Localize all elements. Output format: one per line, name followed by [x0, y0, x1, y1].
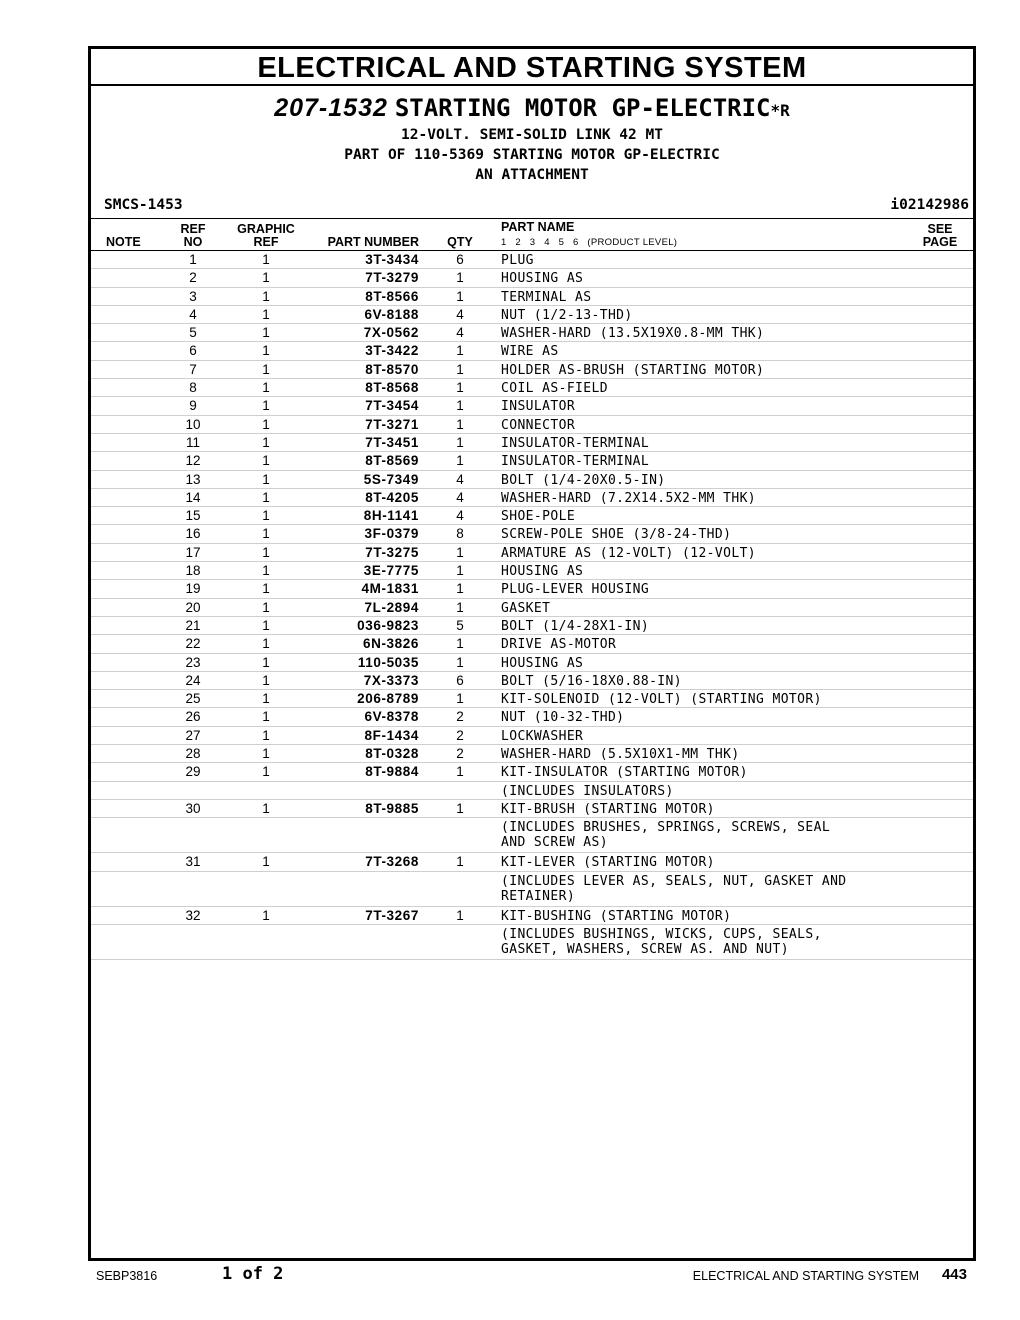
part-number: 7L-2894 [364, 599, 419, 615]
graphic-ref: 1 [262, 252, 270, 267]
assembly-number: 207-1532 [274, 94, 388, 122]
quantity: 1 [456, 434, 464, 450]
graphic-ref: 1 [262, 288, 270, 304]
ref-no: 21 [185, 617, 201, 633]
quantity: 6 [456, 672, 464, 688]
table-row [91, 379, 973, 397]
part-name: BOLT (5/16-18X0.88-IN) [501, 673, 682, 689]
graphic-ref: 1 [262, 709, 270, 725]
table-row [91, 416, 973, 434]
table-row [91, 251, 973, 269]
ref-no: 18 [185, 563, 201, 579]
part-name: INSULATOR [501, 399, 576, 415]
part-number: 8T-8569 [365, 453, 419, 469]
part-number: 6V-8188 [364, 306, 419, 322]
part-number: 7T-3451 [365, 434, 419, 450]
ref-no: 13 [185, 471, 201, 487]
table-row [91, 853, 973, 871]
part-number: 8F-1434 [364, 727, 419, 743]
ref-no: 12 [185, 453, 201, 469]
header-see-bottom: PAGE [922, 235, 958, 249]
table-row [91, 635, 973, 653]
part-number: 3T-3434 [365, 252, 419, 267]
ref-no: 23 [185, 654, 201, 670]
ref-no: 31 [185, 854, 201, 870]
ref-no: 11 [185, 434, 200, 450]
ref-no: 24 [185, 672, 201, 688]
subtitle-line-3: AN ATTACHMENT [475, 167, 589, 183]
quantity: 1 [456, 270, 464, 286]
part-number: 8T-8570 [365, 361, 419, 377]
table-row [91, 800, 973, 818]
part-number: 3T-3422 [365, 343, 419, 359]
part-name: BOLT (1/4-28X1-IN) [501, 618, 650, 634]
ref-no: 30 [185, 800, 201, 816]
part-name: WASHER-HARD (13.5X19X0.8-MM THK) [501, 326, 765, 342]
part-name: KIT-BRUSH (STARTING MOTOR) [501, 801, 715, 817]
part-name: WASHER-HARD (7.2X14.5X2-MM THK) [501, 490, 757, 506]
ref-no: 2 [189, 270, 197, 286]
subtitle-line-2: PART OF 110-5369 STARTING MOTOR GP-ELECTRIC [344, 147, 720, 163]
part-name: INSULATOR-TERMINAL [501, 435, 650, 451]
part-name: INSULATOR-TERMINAL [501, 454, 650, 470]
ref-no: 6 [189, 343, 197, 359]
part-name: PLUG [501, 253, 534, 268]
quantity: 1 [456, 416, 464, 432]
quantity: 1 [456, 854, 464, 870]
table-row [91, 288, 973, 306]
part-name: HOUSING AS [501, 564, 584, 580]
part-name: LOCKWASHER [501, 728, 584, 744]
part-name: (INCLUDES BRUSHES, SPRINGS, SCREWS, SEAL AND SCREW AS) [501, 820, 831, 851]
quantity: 2 [456, 709, 464, 725]
table-row [91, 562, 973, 580]
part-number: 8H-1141 [363, 508, 419, 524]
table-row [91, 471, 973, 489]
part-number: 7T-3271 [365, 416, 419, 432]
ref-no: 19 [185, 581, 201, 597]
page-title [91, 94, 973, 125]
table-row [91, 397, 973, 415]
part-number: 036-9823 [357, 617, 419, 633]
part-number: 6V-8378 [364, 709, 419, 725]
table-row [91, 745, 973, 763]
part-name: WASHER-HARD (5.5X10X1-MM THK) [501, 747, 740, 763]
part-name: SHOE-POLE [501, 509, 576, 525]
table-row [91, 580, 973, 598]
table-row [91, 617, 973, 635]
ref-no: 10 [185, 416, 201, 432]
ref-no: 28 [185, 746, 201, 762]
quantity: 1 [456, 544, 464, 560]
part-name: TERMINAL AS [501, 289, 592, 305]
part-number: 4M-1831 [361, 581, 419, 597]
graphic-ref: 1 [262, 270, 270, 286]
part-number: 110-5035 [357, 654, 419, 670]
quantity: 1 [456, 581, 464, 597]
part-name: KIT-LEVER (STARTING MOTOR) [501, 855, 715, 871]
footer-page-number: 443 [941, 1266, 967, 1283]
part-name: DRIVE AS-MOTOR [501, 637, 617, 653]
table-row [91, 690, 973, 708]
graphic-ref: 1 [262, 617, 270, 633]
part-number: 7T-3267 [365, 907, 419, 923]
part-name: HOUSING AS [501, 655, 584, 671]
header-ref-bottom: NO [183, 235, 203, 249]
table-row-note [91, 925, 973, 960]
table-row [91, 907, 973, 925]
header-graphic-top: GRAPHIC [237, 222, 295, 236]
ref-no: 15 [185, 508, 201, 524]
graphic-ref: 1 [262, 800, 270, 816]
ref-no: 29 [185, 764, 201, 780]
quantity: 2 [456, 727, 464, 743]
quantity: 8 [456, 526, 464, 542]
quantity: 6 [456, 252, 464, 267]
footer-page-count: 1 of 2 [222, 1264, 284, 1284]
quantity: 1 [456, 361, 464, 377]
smcs-code: SMCS-1453 [104, 197, 183, 213]
part-number: 7X-3373 [363, 672, 419, 688]
ref-no: 26 [185, 709, 201, 725]
ref-no: 32 [185, 907, 201, 923]
part-name: KIT-BUSHING (STARTING MOTOR) [501, 908, 732, 924]
ref-no: 9 [189, 398, 197, 414]
graphic-ref: 1 [262, 306, 270, 322]
header-qty: QTY [447, 235, 473, 249]
quantity: 1 [456, 636, 464, 652]
assembly-mark: *R [770, 101, 790, 120]
ref-no: 16 [185, 526, 201, 542]
quantity: 1 [456, 599, 464, 615]
part-name: PLUG-LEVER HOUSING [501, 582, 650, 598]
table-row-note [91, 872, 973, 907]
quantity: 1 [456, 764, 464, 780]
ref-no: 14 [185, 489, 201, 505]
part-name: (INCLUDES LEVER AS, SEALS, NUT, GASKET AND RETAINER) [501, 873, 847, 904]
part-name: NUT (1/2-13-THD) [501, 307, 633, 323]
graphic-ref: 1 [262, 907, 270, 923]
quantity: 4 [456, 489, 464, 505]
graphic-ref: 1 [262, 746, 270, 762]
table-row-note [91, 782, 973, 800]
graphic-ref: 1 [262, 508, 270, 524]
graphic-ref: 1 [262, 599, 270, 615]
quantity: 4 [456, 306, 464, 322]
part-name: BOLT (1/4-20X0.5-IN) [501, 472, 666, 488]
table-row [91, 434, 973, 452]
part-name: NUT (10-32-THD) [501, 710, 625, 726]
table-row-note [91, 818, 973, 853]
table-row [91, 342, 973, 360]
table-row [91, 525, 973, 543]
table-row [91, 269, 973, 287]
graphic-ref: 1 [262, 691, 270, 707]
part-number: 8T-9885 [365, 800, 419, 816]
part-name: SCREW-POLE SHOE (3/8-24-THD) [501, 527, 732, 543]
meta-bar [91, 194, 973, 219]
graphic-ref: 1 [262, 416, 270, 432]
table-row [91, 763, 973, 781]
part-name: WIRE AS [501, 344, 559, 360]
part-name: (INCLUDES INSULATORS) [501, 783, 674, 799]
table-row [91, 361, 973, 379]
part-number: 8T-8568 [365, 380, 419, 396]
graphic-ref: 1 [262, 727, 270, 743]
quantity: 4 [456, 508, 464, 524]
ref-no: 8 [189, 380, 197, 396]
table-row [91, 599, 973, 617]
graphic-ref: 1 [262, 489, 270, 505]
header-ref-top: REF [180, 222, 206, 236]
graphic-ref: 1 [262, 471, 270, 487]
graphic-ref: 1 [262, 325, 270, 341]
header-part-number: PART NUMBER [327, 235, 419, 249]
document-id: i02142986 [890, 197, 969, 213]
header-product-levels: 1 2 3 4 5 6 (PRODUCT LEVEL) [501, 237, 678, 248]
part-name: ARMATURE AS (12-VOLT) (12-VOLT) [501, 545, 757, 561]
header-see-top: SEE [927, 222, 953, 236]
graphic-ref: 1 [262, 434, 270, 450]
graphic-ref: 1 [262, 544, 270, 560]
part-number: 3F-0379 [364, 526, 419, 542]
ref-no: 3 [189, 288, 197, 304]
graphic-ref: 1 [262, 654, 270, 670]
section-title: ELECTRICAL AND STARTING SYSTEM [91, 49, 973, 86]
table-row [91, 452, 973, 470]
ref-no: 27 [185, 727, 201, 743]
header-note: NOTE [106, 235, 141, 249]
part-number: 5S-7349 [363, 471, 419, 487]
part-number: 6N-3826 [363, 636, 419, 652]
part-name: (INCLUDES BUSHINGS, WICKS, CUPS, SEALS, GASKET, WASHERS, SCREW AS. AND NUT) [501, 926, 822, 957]
table-row [91, 672, 973, 690]
quantity: 1 [456, 398, 464, 414]
part-number: 8T-9884 [365, 764, 419, 780]
header-graphic-bottom: REF [253, 235, 279, 249]
table-row [91, 507, 973, 525]
part-number: 7T-3454 [365, 398, 419, 414]
table-row [91, 324, 973, 342]
part-number: 8T-0328 [365, 746, 419, 762]
graphic-ref: 1 [262, 453, 270, 469]
footer-section: ELECTRICAL AND STARTING SYSTEM [692, 1269, 919, 1283]
page-footer [0, 1262, 1020, 1288]
ref-no: 7 [189, 361, 197, 377]
ref-no: 1 [189, 252, 197, 267]
ref-no: 20 [185, 599, 201, 615]
table-row [91, 654, 973, 672]
graphic-ref: 1 [262, 380, 270, 396]
footer-doc-number: SEBP3816 [96, 1269, 158, 1283]
part-name: HOUSING AS [501, 271, 584, 287]
quantity: 1 [456, 654, 464, 670]
parts-page-frame [88, 46, 976, 1261]
quantity: 1 [456, 907, 464, 923]
graphic-ref: 1 [262, 581, 270, 597]
quantity: 1 [456, 691, 464, 707]
part-name: CONNECTOR [501, 417, 576, 433]
graphic-ref: 1 [262, 764, 270, 780]
quantity: 4 [456, 325, 464, 341]
ref-no: 22 [185, 636, 201, 652]
graphic-ref: 1 [262, 854, 270, 870]
table-header [91, 219, 973, 251]
part-name: KIT-INSULATOR (STARTING MOTOR) [501, 765, 748, 781]
part-number: 7T-3279 [365, 270, 419, 286]
ref-no: 25 [185, 691, 201, 707]
part-number: 7X-0562 [363, 325, 419, 341]
ref-no: 5 [189, 325, 197, 341]
quantity: 1 [456, 288, 464, 304]
parts-list [91, 251, 973, 960]
table-row [91, 544, 973, 562]
graphic-ref: 1 [262, 361, 270, 377]
quantity: 1 [456, 343, 464, 359]
quantity: 4 [456, 471, 464, 487]
quantity: 1 [456, 800, 464, 816]
table-row [91, 708, 973, 726]
part-number: 206-8789 [357, 691, 419, 707]
graphic-ref: 1 [262, 343, 270, 359]
ref-no: 4 [189, 306, 197, 322]
graphic-ref: 1 [262, 398, 270, 414]
part-name: HOLDER AS-BRUSH (STARTING MOTOR) [501, 362, 765, 378]
table-row [91, 727, 973, 745]
graphic-ref: 1 [262, 636, 270, 652]
subtitle-line-1: 12-VOLT. SEMI-SOLID LINK 42 MT [401, 127, 663, 143]
assembly-name: STARTING MOTOR GP-ELECTRIC [394, 94, 771, 122]
graphic-ref: 1 [262, 672, 270, 688]
table-row [91, 306, 973, 324]
part-number: 7T-3275 [365, 544, 419, 560]
quantity: 1 [456, 453, 464, 469]
part-name: GASKET [501, 600, 551, 616]
part-number: 3E-7775 [363, 563, 419, 579]
part-number: 8T-8566 [365, 288, 419, 304]
quantity: 5 [456, 617, 464, 633]
part-number: 8T-4205 [365, 489, 419, 505]
table-row [91, 489, 973, 507]
quantity: 1 [456, 563, 464, 579]
quantity: 1 [456, 380, 464, 396]
graphic-ref: 1 [262, 563, 270, 579]
graphic-ref: 1 [262, 526, 270, 542]
part-name: KIT-SOLENOID (12-VOLT) (STARTING MOTOR) [501, 692, 822, 708]
part-name: COIL AS-FIELD [501, 381, 608, 397]
header-part-name: PART NAME [501, 220, 575, 234]
ref-no: 17 [185, 544, 201, 560]
part-number: 7T-3268 [365, 854, 419, 870]
quantity: 2 [456, 746, 464, 762]
